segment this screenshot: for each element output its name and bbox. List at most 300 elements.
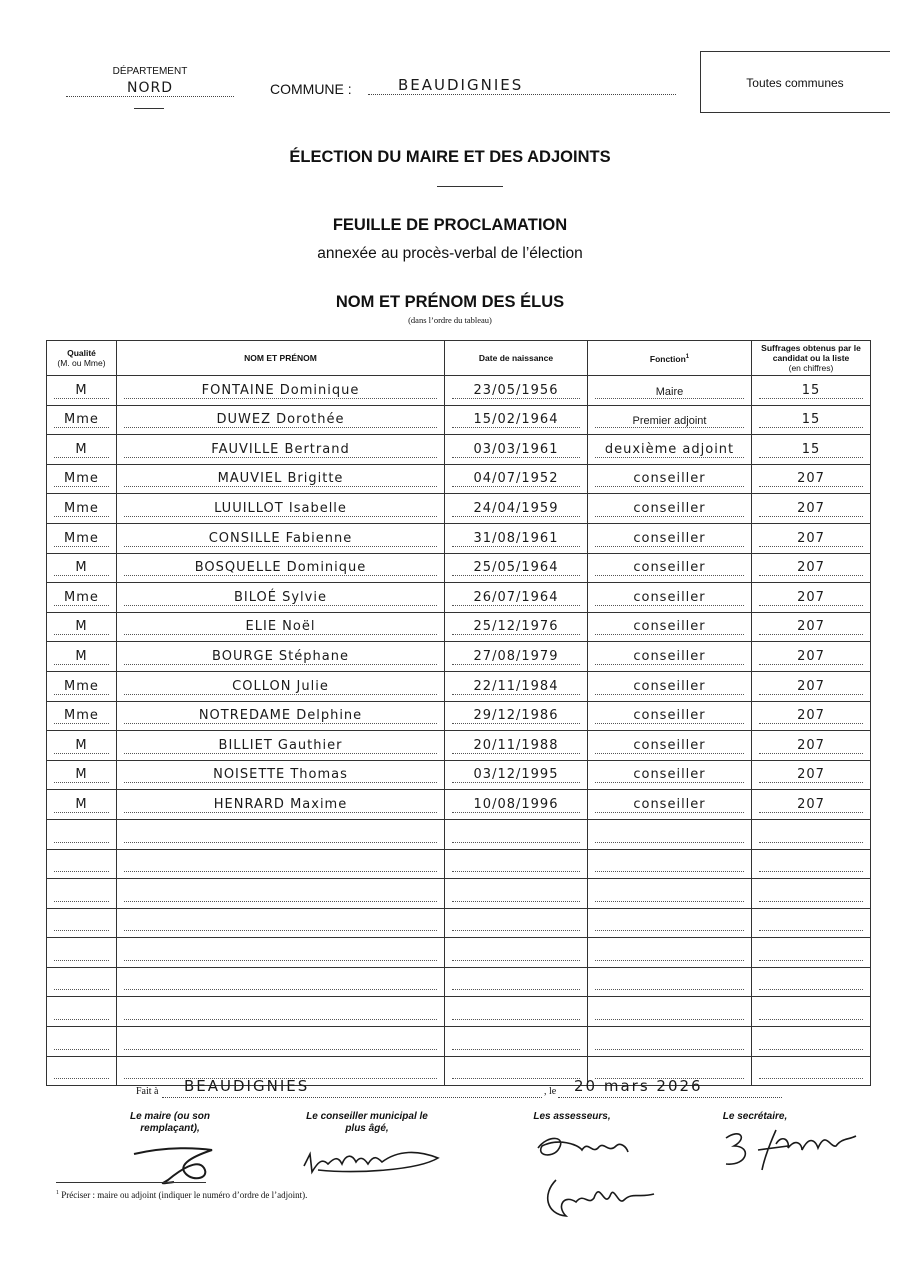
secretaire-signature-label: Le secrétaire, [722,1111,788,1122]
dotted-line [54,694,109,695]
cell-nom[interactable] [117,879,445,909]
table-row [47,997,871,1027]
cell-qualite[interactable] [47,642,117,672]
cell-date-value: 26/07/1964 [473,589,559,605]
cell-fonction[interactable] [588,731,752,761]
cell-qualite[interactable] [47,997,117,1027]
cell-fonction[interactable] [588,583,752,613]
cell-date-value: 27/08/1979 [473,648,559,664]
dotted-line [54,901,109,902]
cell-nom-value: BILLIET Gauthier [218,737,343,753]
dotted-line [124,694,437,695]
cell-date[interactable] [445,1027,588,1057]
cell-suffrages-value: 15 [801,412,821,428]
cell-qualite[interactable] [47,1056,117,1086]
dotted-line [124,782,437,783]
cell-date[interactable] [445,819,588,849]
cell-fonction[interactable] [588,849,752,879]
cell-qualite[interactable] [47,819,117,849]
dotted-line [759,605,863,606]
cell-nom[interactable] [117,553,445,583]
dotted-line [124,901,437,902]
dotted-line [595,398,744,399]
cell-date[interactable] [445,908,588,938]
cell-qualite-value: M [75,619,88,635]
cell-fonction[interactable] [588,760,752,790]
dotted-line [452,812,580,813]
conseiller-signature-label: Le conseiller municipal le plus âgé, [306,1111,428,1134]
cell-date[interactable] [445,583,588,613]
cell-fonction-value: Maire [655,385,684,398]
cell-suffrages-value: 207 [797,500,825,516]
cell-suffrages[interactable] [752,612,871,642]
dotted-line [595,486,744,487]
cell-suffrages-value: 207 [797,767,825,783]
cell-fonction[interactable] [588,1027,752,1057]
dotted-line [124,546,437,547]
dotted-line [759,812,863,813]
cell-fonction[interactable] [588,553,752,583]
cell-date[interactable] [445,435,588,465]
dotted-line [759,901,863,902]
cell-suffrages-value: 15 [801,441,821,457]
dotted-line [759,1078,863,1079]
dotted-line [759,516,863,517]
dotted-line [54,546,109,547]
cell-suffrages[interactable] [752,1027,871,1057]
dotted-line [759,723,863,724]
cell-qualite[interactable] [47,464,117,494]
cell-nom[interactable] [117,849,445,879]
date-value[interactable]: 20 mars 2026 [574,1077,703,1095]
cell-nom[interactable] [117,819,445,849]
dotted-line [759,842,863,843]
dotted-line [595,989,744,990]
dotted-line [124,989,437,990]
dotted-line [124,753,437,754]
dotted-line [759,546,863,547]
dotted-line [452,427,580,428]
cell-nom[interactable] [117,731,445,761]
cell-fonction[interactable] [588,435,752,465]
dotted-line [452,546,580,547]
dotted-line [124,723,437,724]
cell-nom[interactable] [117,1027,445,1057]
table-row [47,612,871,642]
cell-qualite[interactable] [47,612,117,642]
cell-qualite[interactable] [47,790,117,820]
cell-date-value: 31/08/1961 [473,530,559,546]
dotted-line [595,1049,744,1050]
cell-date[interactable] [445,553,588,583]
header-fonction-label: Fonction [649,353,686,364]
cell-date-value: 15/02/1964 [473,412,559,428]
cell-suffrages[interactable] [752,938,871,968]
cell-suffrages[interactable] [752,494,871,524]
table-row [47,701,871,731]
cell-date-value: 22/11/1984 [473,678,559,694]
cell-suffrages[interactable] [752,879,871,909]
cell-qualite-value: Mme [64,530,99,546]
dotted-line [452,486,580,487]
cell-nom[interactable] [117,997,445,1027]
dotted-line [759,664,863,665]
cell-suffrages-value: 207 [797,560,825,576]
dotted-line [595,960,744,961]
cell-date[interactable] [445,1056,588,1086]
table-row [47,376,871,406]
dotted-line [759,871,863,872]
footnote [56,1190,307,1200]
dotted-line [759,960,863,961]
cell-qualite[interactable] [47,435,117,465]
cell-date[interactable] [445,731,588,761]
cell-nom-value: HENRARD Maxime [213,796,348,812]
cell-fonction-value: conseiller [633,619,706,635]
cell-fonction[interactable] [588,819,752,849]
dotted-line [595,605,744,606]
dotted-line [124,605,437,606]
cell-date[interactable] [445,376,588,406]
dotted-line [124,664,437,665]
table-row [47,671,871,701]
cell-suffrages[interactable] [752,819,871,849]
cell-nom[interactable] [117,908,445,938]
cell-qualite[interactable] [47,701,117,731]
cell-nom-value: DUWEZ Dorothée [216,412,345,428]
table-row [47,553,871,583]
cell-qualite-value: M [75,382,88,398]
cell-nom-value: ELIE Noël [245,619,316,635]
commune-label: COMMUNE : [270,81,352,97]
commune-value[interactable]: BEAUDIGNIES [398,76,524,94]
cell-qualite-value: M [75,767,88,783]
dotted-line [124,930,437,931]
dotted-line [452,960,580,961]
dotted-line [452,723,580,724]
cell-suffrages[interactable] [752,701,871,731]
cell-date[interactable] [445,701,588,731]
cell-fonction-value: conseiller [633,471,706,487]
dotted-line [595,871,744,872]
header-fonction [588,341,752,376]
cell-nom-value: LUUILLOT Isabelle [214,500,347,516]
cell-date-value: 25/05/1964 [473,560,559,576]
cell-suffrages-value: 207 [797,471,825,487]
cell-suffrages[interactable] [752,849,871,879]
cell-nom[interactable] [117,642,445,672]
table-row [47,938,871,968]
dotted-line [452,842,580,843]
cell-fonction[interactable] [588,908,752,938]
cell-date[interactable] [445,967,588,997]
cell-fonction[interactable] [588,938,752,968]
dotted-line [452,1049,580,1050]
dotted-line [54,753,109,754]
cell-fonction-value: conseiller [633,678,706,694]
dotted-line [124,457,437,458]
table-row [47,967,871,997]
cell-fonction[interactable] [588,494,752,524]
dotted-line [54,812,109,813]
cell-nom-value: COLLON Julie [232,678,329,694]
dotted-line [595,723,744,724]
cell-nom[interactable] [117,583,445,613]
cell-suffrages[interactable] [752,967,871,997]
cell-fonction-value: conseiller [633,737,706,753]
cell-date[interactable] [445,879,588,909]
dotted-line [595,575,744,576]
cell-date[interactable] [445,671,588,701]
cell-date[interactable] [445,642,588,672]
cell-date[interactable] [445,938,588,968]
cell-fonction[interactable] [588,523,752,553]
table-row [47,435,871,465]
header-nom: NOM ET PRÉNOM [117,341,445,376]
cell-nom[interactable] [117,790,445,820]
cell-date-value: 23/05/1956 [473,382,559,398]
cell-fonction[interactable] [588,376,752,406]
dotted-line [759,782,863,783]
cell-date-value: 04/07/1952 [473,471,559,487]
dotted-line [452,782,580,783]
cell-qualite[interactable] [47,1027,117,1057]
cell-nom-value: CONSILLE Fabienne [208,530,353,546]
header-qualite-sub: (M. ou Mme) [57,358,106,368]
cell-fonction[interactable] [588,879,752,909]
dotted-line [452,930,580,931]
cell-suffrages[interactable] [752,553,871,583]
table-header-row [47,341,871,376]
cell-suffrages-value: 207 [797,619,825,635]
cell-date[interactable] [445,494,588,524]
dotted-line [124,575,437,576]
dotted-line [595,694,744,695]
table-row [47,1056,871,1086]
cell-suffrages[interactable] [752,583,871,613]
cell-qualite[interactable] [47,553,117,583]
cell-nom[interactable] [117,938,445,968]
table-row [47,819,871,849]
dotted-line [54,930,109,931]
cell-qualite[interactable] [47,849,117,879]
header-suffrages-label: Suffrages obtenus par le candidat ou la liste [761,343,861,363]
elus-title: NOM ET PRÉNOM DES ÉLUS [335,293,565,311]
cell-suffrages[interactable] [752,908,871,938]
cell-qualite[interactable] [47,376,117,406]
cell-nom[interactable] [117,464,445,494]
header-qualite-label: Qualité [67,348,96,358]
dotted-line [124,842,437,843]
cell-fonction[interactable] [588,671,752,701]
cell-qualite[interactable] [47,494,117,524]
cell-nom[interactable] [117,435,445,465]
cell-nom[interactable] [117,523,445,553]
cell-nom[interactable] [117,612,445,642]
dotted-line [124,1019,437,1020]
cell-suffrages[interactable] [752,376,871,406]
dotted-line [124,486,437,487]
dotted-line [759,575,863,576]
dotted-line [452,694,580,695]
dotted-line [595,930,744,931]
cell-suffrages[interactable] [752,760,871,790]
cell-nom[interactable] [117,405,445,435]
cell-nom[interactable] [117,376,445,406]
dotted-line [452,516,580,517]
table-row [47,908,871,938]
cell-date[interactable] [445,464,588,494]
dotted-line [124,871,437,872]
cell-nom[interactable] [117,701,445,731]
cell-suffrages[interactable] [752,671,871,701]
cell-suffrages-value: 207 [797,678,825,694]
cell-suffrages-value: 207 [797,737,825,753]
dotted-line [124,427,437,428]
cell-fonction[interactable] [588,967,752,997]
cell-fonction[interactable] [588,405,752,435]
dotted-line [759,457,863,458]
dotted-line [595,842,744,843]
cell-qualite[interactable] [47,938,117,968]
cell-qualite-value: M [75,560,88,576]
table-row [47,642,871,672]
table-row [47,731,871,761]
dotted-line [595,753,744,754]
dotted-line [452,664,580,665]
cell-date[interactable] [445,849,588,879]
cell-suffrages[interactable] [752,523,871,553]
header-date: Date de naissance [445,341,588,376]
fait-a-label: Fait à [136,1086,159,1097]
elus-table [46,340,871,1086]
dotted-line [452,634,580,635]
elus-subtitle: (dans l’ordre du tableau) [408,315,492,325]
maire-signature [128,1140,238,1186]
cell-date[interactable] [445,760,588,790]
dotted-line [595,546,744,547]
cell-date[interactable] [445,612,588,642]
dotted-line [54,871,109,872]
cell-fonction-value: conseiller [633,648,706,664]
dotted-line [54,782,109,783]
cell-fonction-value: conseiller [633,796,706,812]
cell-nom[interactable] [117,671,445,701]
dotted-line [452,1019,580,1020]
cell-nom-value: BOURGE Stéphane [212,648,349,664]
cell-nom-value: BOSQUELLE Dominique [194,560,367,576]
cell-qualite[interactable] [47,583,117,613]
cell-date-value: 25/12/1976 [473,619,559,635]
cell-suffrages[interactable] [752,435,871,465]
dotted-line [54,842,109,843]
cell-qualite[interactable] [47,671,117,701]
cell-date[interactable] [445,405,588,435]
dotted-line [595,782,744,783]
cell-qualite[interactable] [47,879,117,909]
cell-suffrages-value: 207 [797,530,825,546]
cell-fonction[interactable] [588,701,752,731]
dotted-line [595,634,744,635]
dotted-line [54,1049,109,1050]
cell-qualite[interactable] [47,908,117,938]
dotted-line [124,398,437,399]
departement-value[interactable]: NORD [127,80,173,96]
table-body [47,376,871,1086]
proclamation-title: FEUILLE DE PROCLAMATION [332,216,568,234]
footnote-sup: 1 [56,1190,59,1196]
cell-qualite[interactable] [47,760,117,790]
cell-fonction-value: conseiller [633,708,706,724]
cell-suffrages[interactable] [752,997,871,1027]
cell-fonction[interactable] [588,997,752,1027]
cell-nom[interactable] [117,760,445,790]
cell-fonction[interactable] [588,790,752,820]
dotted-line [452,871,580,872]
dotted-line [54,427,109,428]
dotted-line [54,723,109,724]
title-divider [437,186,503,187]
dotted-line [759,634,863,635]
cell-qualite[interactable] [47,405,117,435]
cell-qualite-value: M [75,441,88,457]
cell-nom-value: FAUVILLE Bertrand [211,441,350,457]
dotted-line [452,575,580,576]
dotted-line [759,930,863,931]
cell-suffrages[interactable] [752,731,871,761]
dotted-line [124,516,437,517]
fait-a-place[interactable]: BEAUDIGNIES [184,1077,310,1095]
cell-fonction[interactable] [588,612,752,642]
cell-fonction[interactable] [588,464,752,494]
cell-date[interactable] [445,997,588,1027]
maire-signature-label: Le maire (ou son remplaçant), [129,1111,210,1134]
cell-suffrages[interactable] [752,405,871,435]
cell-qualite-value: Mme [64,471,99,487]
cell-fonction-value: conseiller [633,530,706,546]
dotted-line [124,1049,437,1050]
table-row [47,1027,871,1057]
cell-fonction-value: conseiller [633,560,706,576]
cell-date[interactable] [445,790,588,820]
dotted-line [759,486,863,487]
dotted-line [54,486,109,487]
assesseur-signature-2 [536,1170,666,1226]
cell-qualite[interactable] [47,523,117,553]
cell-nom[interactable] [117,967,445,997]
dotted-line [452,398,580,399]
cell-suffrages-value: 15 [801,382,821,398]
table-row [47,494,871,524]
footnote-text: Préciser : maire ou adjoint (indiquer le numéro d’ordre de l’adjoint). [61,1190,308,1200]
cell-suffrages[interactable] [752,464,871,494]
cell-qualite[interactable] [47,967,117,997]
cell-suffrages[interactable] [752,1056,871,1086]
table-row [47,879,871,909]
cell-qualite[interactable] [47,731,117,761]
cell-date[interactable] [445,523,588,553]
header-suffrages [752,341,871,376]
cell-suffrages[interactable] [752,790,871,820]
cell-fonction[interactable] [588,642,752,672]
cell-date-value: 10/08/1996 [473,796,559,812]
table-row [47,760,871,790]
cell-suffrages-value: 207 [797,589,825,605]
cell-nom[interactable] [117,494,445,524]
cell-qualite-value: Mme [64,678,99,694]
cell-suffrages[interactable] [752,642,871,672]
dotted-line [759,989,863,990]
